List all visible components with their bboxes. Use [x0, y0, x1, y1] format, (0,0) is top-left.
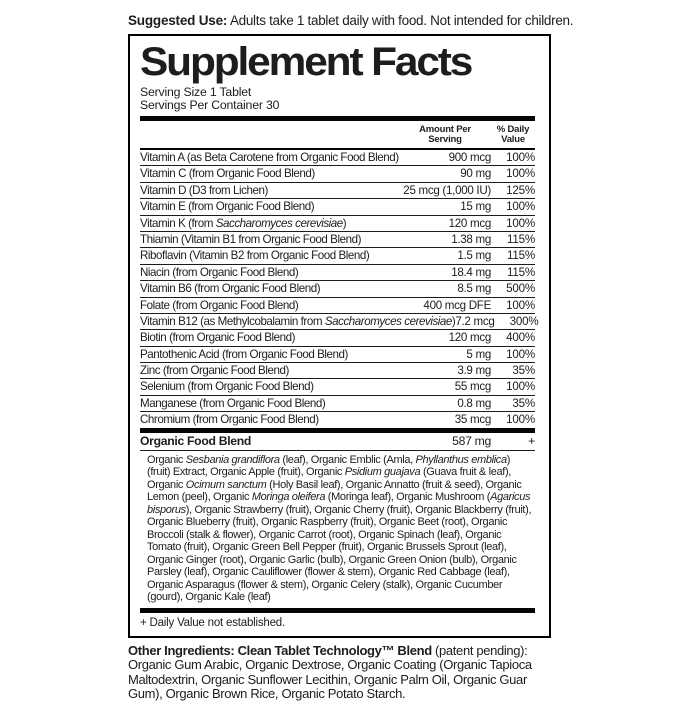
nutrient-daily-value: 500%	[506, 282, 535, 296]
nutrient-name: Thiamin (Vitamin B1 from Organic Food Blend)	[140, 232, 361, 246]
table-row	[140, 199, 535, 215]
table-row	[140, 412, 535, 427]
nutrient-name: Niacin (from Organic Food Blend)	[140, 265, 299, 279]
nutrient-amount: 35 mcg	[454, 413, 491, 427]
blend-name: Organic Food Blend	[140, 433, 252, 448]
table-row	[140, 265, 535, 281]
blend-ingredients: Organic Sesbania grandiflora (leaf), Organic Emblic (Amla, Phyllanthus emblica) (fruit) Extract, Organic Apple (fruit), Organic Psidium guajava (Guava fruit & leaf), Organic Ocimum sanctum (Holy Basil leaf), Organic Annatto (fruit & seed), Organic Lemon (peel), Organic Moringa oleifera (Moringa leaf), Organic Mushroom (Agaricus bisporus), Organic Strawberry (fruit), Organic Cherry (fruit), Organic Blackberry (fruit), Organic Blueberry (fruit), Organic Raspberry (fruit), Organic Beet (root), Organic Broccoli (stalk & flower), Organic Carrot (root), Organic Spinach (leaf), Organic Tomato (fruit), Organic Green Bell Pepper (fruit), Organic Brussels Sprout (leaf), Organic Ginger (root), Organic Garlic (bulb), Organic Green Onion (bulb), Organic Parsley (leaf), Organic Cauliflower (flower & stem), Organic Red Cabbage (leaf), Organic Asparagus (flower & stem), Organic Celery (stalk), Organic Cucumber (gourd), Organic Kale (leaf)	[147, 453, 532, 604]
panel-title: Supplement Facts	[140, 40, 472, 84]
other-ingredients	[128, 644, 560, 702]
supplement-facts-panel	[128, 34, 551, 638]
nutrient-daily-value: 115%	[507, 265, 535, 279]
nutrient-amount: 5 mg	[466, 347, 491, 361]
column-header-amount: Amount Per Serving	[419, 124, 471, 145]
blend-amount: 587 mg	[452, 433, 491, 448]
nutrient-daily-value: 125%	[506, 183, 535, 197]
table-row	[140, 166, 535, 182]
nutrient-name: Riboflavin (Vitamin B2 from Organic Food Blend)	[140, 249, 370, 263]
table-row	[140, 298, 535, 314]
nutrient-name: Chromium (from Organic Food Blend)	[140, 413, 319, 427]
nutrient-name: Manganese (from Organic Food Blend)	[140, 396, 326, 410]
table-row	[140, 347, 535, 363]
table-row	[140, 281, 535, 297]
nutrient-amount: 1.5 mg	[457, 249, 491, 263]
nutrient-amount: 8.5 mg	[457, 282, 491, 296]
daily-value-footnote: + Daily Value not established.	[140, 616, 285, 629]
nutrient-daily-value: 100%	[506, 347, 535, 361]
nutrient-daily-value: 100%	[506, 200, 535, 214]
table-row	[140, 363, 535, 379]
nutrient-daily-value: 35%	[512, 396, 535, 410]
other-ingredients-text: (patent pending): Organic Gum Arabic, Organic Dextrose, Organic Coating (Organic Tapioca Maltodextrin, Organic Sunflower Lecithin, Organic Palm Oil, Organic Guar Gum), Organic Brown Rice, Organic Potato Starch.	[128, 642, 532, 702]
nutrient-daily-value: 100%	[506, 413, 535, 427]
nutrient-name: Vitamin B6 (from Organic Food Blend)	[140, 282, 321, 296]
blend-row	[140, 433, 535, 451]
table-row	[140, 248, 535, 264]
table-row	[140, 232, 535, 248]
serving-size: Serving Size 1 Tablet	[140, 85, 252, 99]
nutrient-amount: 1.38 mg	[451, 232, 491, 246]
nutrient-daily-value: 100%	[506, 216, 535, 230]
table-row	[140, 330, 535, 346]
nutrient-amount: 15 mg	[460, 200, 491, 214]
nutrient-daily-value: 100%	[506, 167, 535, 181]
nutrient-amount: 90 mg	[460, 167, 491, 181]
nutrient-daily-value: 100%	[506, 151, 535, 164]
nutrient-name: Vitamin B12 (as Methylcobalamin from Saccharomyces cerevisiae)	[140, 314, 456, 328]
table-row	[140, 379, 535, 395]
nutrient-name: Vitamin A (as Beta Carotene from Organic Food Blend)	[140, 151, 399, 164]
thick-divider	[140, 608, 535, 613]
table-row	[140, 183, 535, 199]
table-row	[140, 216, 535, 232]
nutrient-amount: 18.4 mg	[451, 265, 491, 279]
nutrient-amount: 0.8 mg	[457, 396, 491, 410]
nutrient-amount: 120 mcg	[448, 216, 491, 230]
table-row	[140, 314, 539, 330]
table-row	[140, 150, 535, 166]
nutrient-daily-value: 400%	[506, 331, 535, 345]
table-header	[140, 121, 535, 150]
nutrient-daily-value: 115%	[507, 232, 535, 246]
nutrient-amount: 400 mcg DFE	[423, 298, 491, 312]
nutrient-name: Folate (from Organic Food Blend)	[140, 298, 299, 312]
column-header-daily-value: % Daily Value	[496, 124, 530, 145]
suggested-use-line	[128, 13, 574, 28]
nutrient-name: Pantothenic Acid (from Organic Food Blend)	[140, 347, 348, 361]
nutrient-amount: 900 mcg	[448, 151, 491, 164]
nutrient-amount: 55 mcg	[454, 380, 491, 394]
nutrient-name: Vitamin D (D3 from Lichen)	[140, 183, 268, 197]
nutrient-rows	[140, 150, 539, 428]
servings-per-container: Servings Per Container 30	[140, 98, 280, 112]
nutrient-name: Zinc (from Organic Food Blend)	[140, 364, 289, 378]
suggested-use-label: Suggested Use:	[128, 13, 228, 28]
nutrient-name: Vitamin E (from Organic Food Blend)	[140, 200, 315, 214]
table-row	[140, 396, 535, 412]
nutrient-name: Biotin (from Organic Food Blend)	[140, 331, 296, 345]
nutrient-daily-value: 100%	[506, 380, 535, 394]
suggested-use-text: Adults take 1 tablet daily with food. Not intended for children.	[227, 13, 574, 28]
nutrient-name: Selenium (from Organic Food Blend)	[140, 380, 314, 394]
nutrient-daily-value: 35%	[512, 364, 535, 378]
nutrient-daily-value: 115%	[507, 249, 535, 263]
nutrient-amount: 25 mcg (1,000 IU)	[403, 183, 491, 197]
other-ingredients-label: Other Ingredients: Clean Tablet Technology™ Blend	[128, 642, 432, 658]
nutrient-amount: 3.9 mg	[457, 364, 491, 378]
nutrient-amount: 120 mcg	[448, 331, 491, 345]
nutrient-amount: 7.2 mcg	[455, 314, 495, 328]
nutrient-daily-value: 100%	[506, 298, 535, 312]
nutrient-daily-value: 300%	[509, 314, 539, 328]
nutrient-name: Vitamin C (from Organic Food Blend)	[140, 167, 315, 181]
blend-daily-value: +	[528, 433, 535, 448]
nutrient-name: Vitamin K (from Saccharomyces cerevisiae)	[140, 216, 347, 230]
